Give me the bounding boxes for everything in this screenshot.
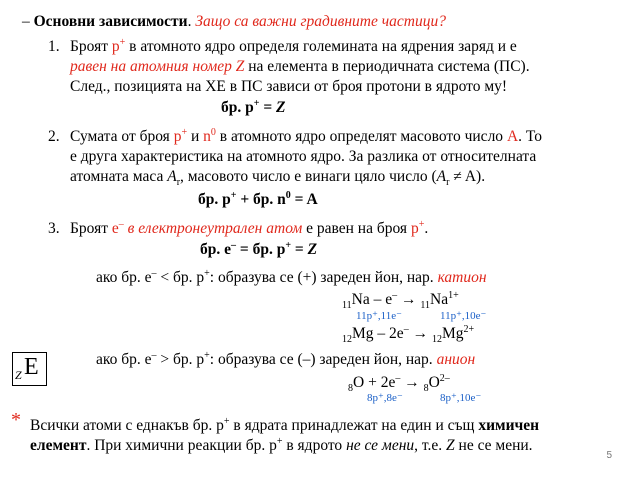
footnote-line2: елемент. При химични реакции бр. p+ в ядрото не се мени, т.е. Z не се мени. xyxy=(30,435,533,454)
oxygen-ion-composition: 8p⁺,10e⁻ xyxy=(440,392,482,404)
proton-symbol: p+ xyxy=(410,218,425,237)
z-symbol: Z xyxy=(235,58,245,75)
item1-line1 xyxy=(70,37,517,57)
mass-number-symbol: A xyxy=(506,128,519,145)
item2-line2: е друга характеристика на атомното ядро. За разлика от относителната xyxy=(70,148,537,165)
item2-line1: Сумата от броя p+ и $n^0$ в атомното ядро определят масовото число A. То xyxy=(70,126,542,145)
item1-text: на елемента в периодичната система (ПС). xyxy=(244,58,530,75)
section-header xyxy=(22,12,446,32)
page-number: 5 xyxy=(606,450,612,461)
atomic-number-phrase: равен на атомния номер xyxy=(70,58,236,75)
item1-number: 1. xyxy=(48,38,60,55)
oxygen-atom-composition: 8p⁺,8e⁻ xyxy=(367,392,403,404)
item1-line3: След., позицията на ХЕ в ПС зависи от броя протони в ядрото му! xyxy=(70,78,508,95)
sodium-equation: $_{11}Na - e^- \to _{11}Na^{1+}$ xyxy=(342,289,459,312)
proton-symbol: p+ xyxy=(173,126,188,145)
oxygen-equation: $_8O + 2e^- \to _8O^{2-}$ xyxy=(348,372,450,395)
anion-rule: ако бр. e– > бр. p+: образува се (–) зареден йон, нар. анион xyxy=(96,349,476,368)
header-period: . xyxy=(187,13,192,30)
nuclide-symbol-box xyxy=(12,352,47,386)
nuclide-e: E xyxy=(24,354,39,380)
sodium-ion-composition: 11p⁺,10e⁻ xyxy=(440,310,487,322)
header-dash: – xyxy=(22,13,30,30)
neutron-symbol: $n^0$ xyxy=(203,126,216,145)
neutral-atom-phrase: в електронеутрален атом xyxy=(123,220,303,237)
item1-formula: бр. p+ = Z xyxy=(221,97,286,116)
cation-word: катион xyxy=(437,269,487,286)
sodium-atom-composition: 11p⁺,11e⁻ xyxy=(356,310,402,322)
electron-symbol: e– xyxy=(111,218,124,237)
item3-line1: Броят e– в електронеутрален атом е равен на броя p+. xyxy=(70,218,429,237)
footnote-line1: Всички атоми с еднакъв бр. p+ в ядрата принадлежат на един и същ химичен xyxy=(30,415,540,434)
item3-number: 3. xyxy=(48,220,60,237)
item1-text: в атомното ядро определя големината на ядрения заряд и е xyxy=(125,38,517,55)
item1-text: Броят xyxy=(70,38,112,55)
item3-formula: бр. e– = бр. p+ = Z xyxy=(200,239,318,258)
item1-line2 xyxy=(70,57,530,77)
item2-number: 2. xyxy=(48,128,60,145)
anion-word: анион xyxy=(436,351,476,368)
proton-symbol: p+ xyxy=(111,36,126,55)
item2-line3: атомната маса $A_r$, масовото число е винаги цяло число $(A_r \ne A)$. xyxy=(70,168,486,189)
cation-rule: ако бр. e– < бр. p+: образува се (+) зареден йон, нар. катион xyxy=(96,267,487,286)
nuclide-z: Z xyxy=(15,368,22,382)
footnote-star: * xyxy=(11,409,21,431)
header-title: Основни зависимости xyxy=(33,13,188,30)
item2-formula: бр. p+ + бр. $n^0 = A$ xyxy=(198,189,318,208)
magnesium-equation: $_{12}Mg - 2e^- \to _{12}Mg^{2+}$ xyxy=(342,323,475,346)
header-question: Защо са важни градивните частици? xyxy=(195,13,446,30)
